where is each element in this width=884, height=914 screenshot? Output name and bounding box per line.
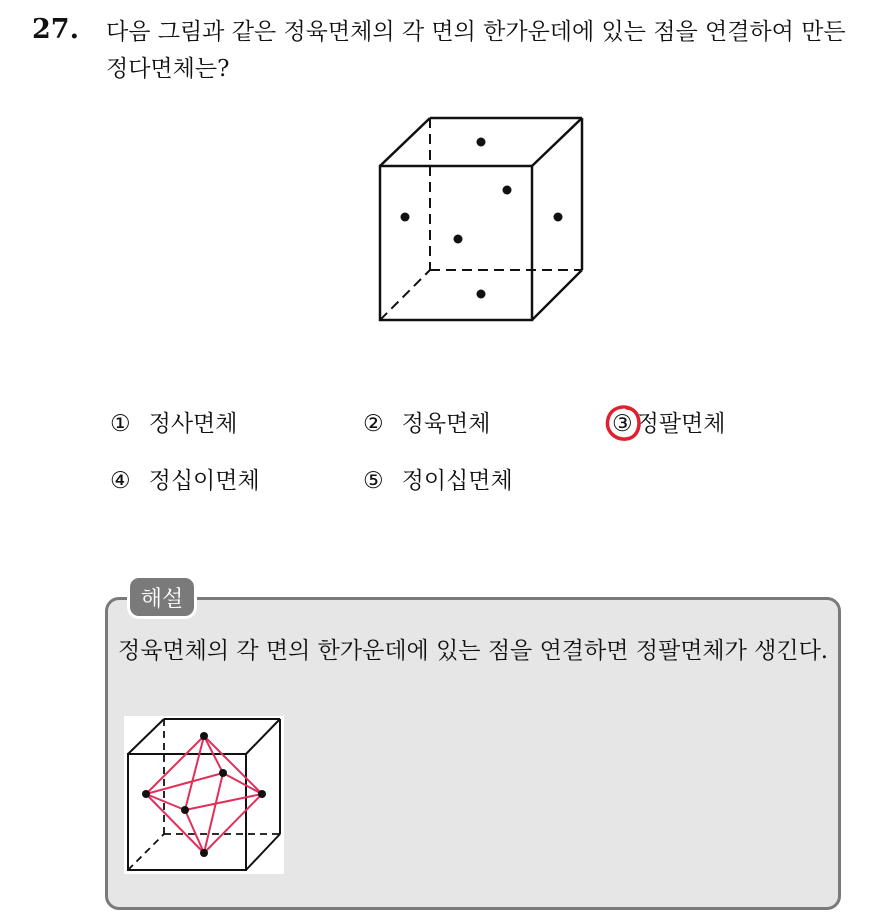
choice-1[interactable] [110,405,238,438]
choice-3-label: 정팔면체 [636,411,726,437]
question-text: 다음 그림과 같은 정육면체의 각 면의 한가운데에 있는 점을 연결하여 만든 정다면체는? [106,19,846,82]
choice-2-mark: ② [363,411,384,437]
choice-2[interactable] [363,405,491,438]
octahedron-figure [124,716,284,874]
answer-circle-icon [603,403,645,445]
choice-3[interactable] [612,405,726,438]
choice-5-label: 정이십면체 [401,468,513,494]
choice-1-label: 정사면체 [148,411,238,437]
choice-5[interactable] [363,462,513,495]
solution-text: 정육면체의 각 면의 한가운데에 있는 점을 연결하면 정팔면체가 생긴다. [118,638,829,664]
choice-5-mark: ⑤ [363,468,384,494]
question-number: 27. [32,14,79,45]
choice-1-mark: ① [110,411,131,437]
solution-tag: 해설 [127,575,197,619]
cube-figure [374,112,586,326]
answer-circle-mark [612,411,633,437]
choice-2-label: 정육면체 [401,411,491,437]
choice-4-label: 정십이면체 [148,468,260,494]
choice-4[interactable] [110,462,260,495]
choice-4-mark: ④ [110,468,131,494]
choice-3-mark: ③ [612,411,633,437]
